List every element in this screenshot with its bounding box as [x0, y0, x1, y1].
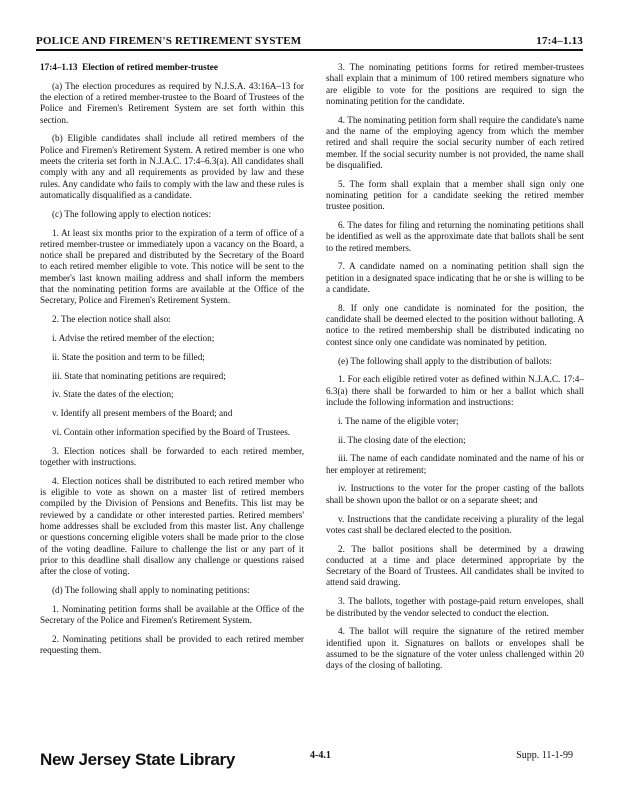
- paragraph: (a) The election procedures as required by N.J.S.A. 43:16A–13 for the election of a retired member-trustee to the Board of Trustees of the Police and Firemen's Retirement System are set forth within this section.: [40, 80, 304, 125]
- page-footer: [40, 748, 583, 778]
- section-heading: [40, 62, 304, 73]
- paragraph: (b) Eligible candidates shall include all retired members of the Police and Firemen's Retirement System. A retired member is one who meets the criteria set forth in N.J.A.C. 17:4–6.3(a). All candidates shall comply with any and all requirements as provided by law and these rules. Any candidate who fails to comply with the law and these rules is automatically disqualified as a candidate.: [40, 133, 304, 200]
- library-name: New Jersey State Library: [40, 750, 236, 769]
- list-item: ii. State the position and term to be filled;: [52, 351, 205, 362]
- paragraph: 2. The ballot positions shall be determined by a drawing conducted at a time and place determined appropriate by the Secretary of the Board of Trustees. All candidates shall be invited to attend said drawing.: [326, 543, 584, 588]
- list-item: iii. The name of each candidate nominated and the name of his or her employer at retirement;: [326, 453, 584, 475]
- running-header: [36, 33, 583, 51]
- paragraph: 8. If only one candidate is nominated for the position, the candidate shall be deemed elected to the position without balloting. A notice to the retired membership shall be distributed indicating no contest since only one candidate was nominated by petition.: [326, 302, 584, 347]
- paragraph: 4. The nominating petition form shall require the candidate's name and the name of the employing agency from which the member retired and shall require the social security number of each retired member. If the social security number is not provided, the name shall be disqualified.: [326, 114, 584, 170]
- paragraph: 1. Nominating petition forms shall be available at the Office of the Secretary of the Police and Firemen's Retirement System.: [40, 603, 304, 626]
- list-item: v. Identify all present members of the Board; and: [52, 408, 233, 419]
- paragraph: 2. Nominating petitions shall be provided to each retired member requesting them.: [40, 633, 304, 656]
- paragraph: 1. At least six months prior to the expiration of a term of office of a retired member-trustee or immediately upon a vacancy on the Board, a notice shall be prepared and distributed by the Secretary of the Board to each retired member eligible to vote. This notice will be sent to the member's last known mailing address and shall inform the members that the nominating petition forms are available at the Office of the Secretary, Police and Firemen's Retirement System.: [40, 227, 304, 306]
- paragraph: 6. The dates for filing and returning the nominating petitions shall be identified as well as the approximate date that ballots shall be sent to the retired members.: [326, 220, 584, 253]
- paragraph: 4. Election notices shall be distributed to each retired member who is eligible to vote as shown on a master list of retired members compiled by the Division of Pensions and Benefits. This list may be reviewed by a candidate or other interested parties. Retired members' home addresses shall be excluded from this master list. Any challenge or questions concerning eligible voters shall be made prior to the close of the voting deadline. Failure to challenge the list or any part of it prior to this deadline shall disallow any challenge or questions raised after the close of voting.: [40, 475, 304, 577]
- supplement-date: Supp. 11-1-99: [516, 750, 573, 761]
- page-number: 4-4.1: [310, 750, 331, 761]
- paragraph: 4. The ballot will require the signature of the retired member identified upon it. Signatures on ballots or envelopes shall be assumed to be the signature of the voter unless challenged within 20 days of the closing of balloting.: [326, 626, 584, 671]
- paragraph: 3. The nominating petitions forms for retired member-trustees shall explain that a minimum of 100 retired members signature who are eligible to vote for the positions are required to sign the nominating petition for the candidate.: [326, 62, 584, 106]
- paragraph: 1. For each eligible retired voter as defined within N.J.A.C. 17:4–6.3(a) there shall be forwarded to him or her a ballot which shall include the following information and instructions:: [326, 374, 584, 407]
- paragraph: 7. A candidate named on a nominating petition shall sign the petition in a designated space indicating that he or she is willing to be a candidate.: [326, 261, 584, 295]
- list-item: ii. The closing date of the election;: [338, 434, 466, 445]
- list-item: v. Instructions that the candidate receiving a plurality of the legal votes cast shall be declared elected to the position.: [326, 513, 584, 535]
- section-title: Election of retired member-trustee: [82, 62, 218, 72]
- paragraph: 3. The ballots, together with postage-paid return envelopes, shall be distributed by the vendor selected to conduct the election.: [326, 596, 584, 618]
- list-item: iii. State that nominating petitions are required;: [52, 370, 226, 381]
- section-number: 17:4–1.13: [40, 62, 78, 72]
- header-section-range: 17:4–1.13: [536, 35, 583, 47]
- paragraph: 5. The form shall explain that a member shall sign only one nominating petition for a candidate seeking the retired member trustee position.: [326, 178, 584, 212]
- list-item: i. Advise the retired member of the election;: [52, 332, 215, 343]
- header-title: POLICE AND FIREMEN'S RETIREMENT SYSTEM: [36, 35, 302, 47]
- paragraph: 3. Election notices shall be forwarded to each retired member, together with instructions.: [40, 445, 304, 468]
- paragraph: 2. The election notice shall also:: [52, 314, 171, 325]
- right-column: [326, 62, 584, 679]
- left-column: [40, 62, 304, 664]
- paragraph: (e) The following shall apply to the distribution of ballots:: [338, 355, 552, 366]
- paragraph: (d) The following shall apply to nominating petitions:: [52, 584, 250, 595]
- list-item: i. The name of the eligible voter;: [338, 415, 459, 426]
- list-item: iv. State the dates of the election;: [52, 389, 174, 400]
- list-item: iv. Instructions to the voter for the proper casting of the ballots shall be shown upon the ballot or on a separate sheet; and: [326, 483, 584, 505]
- paragraph: (c) The following apply to election notices:: [52, 208, 212, 219]
- list-item: vi. Contain other information specified by the Board of Trustees.: [52, 426, 291, 437]
